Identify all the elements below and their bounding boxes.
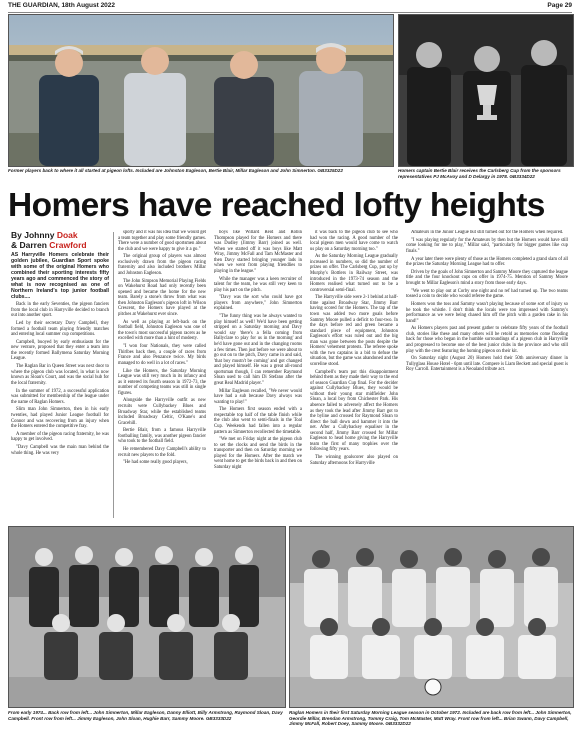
paragraph: Campbell's team put this disappointment behind them as they made their way to the end of season Guardian Cup final. For the decider against Cullybackey Blues, they would be without their young star midfielder John Sloan, a local boy from Chichester Park. His absence failed to adversely affect the Homers as they took the lead after Jimmy Barr got to the byline and crossed for Raymond Sloan to direct the ball down and hammer it into the net. After a Cullybackey equaliser in the second half, Jimmy Barr crossed for Millar Eagleson to head home giving the Harryville team the first of many trophies over the following fifty years. [310, 369, 398, 453]
paragraph: Back in the early Seventies, the pigeon fanciers from the local club in Harryville decided to branch out into another sport. [11, 302, 109, 319]
paragraph: Bertie Blair, from a famous Harryville footballing family, was another pigeon fancier who took to the football field. [118, 428, 206, 445]
paragraph: A year later there were plenty of those as the Homers completed a grand slam of all the prizes the Saturday Morning League had to offer. [406, 256, 568, 268]
paragraph: boys like Willard Reid and Robin Thompson played for the Homers and there was Dudley (Jimmy Barr) joined as well. When we started off it was boys like Matt Wray, Jimmy McFall and Tam McMaster and then Davy started bringing younger lads in when we went from playing friendlies to playing in the league." [214, 230, 302, 274]
paragraph: it was back to the pigeon club to see who had won the racing. A good number of the local pigeon men would have come to watch us play on a Saturday morning too." [310, 230, 398, 252]
photo-cup-presentation [398, 14, 574, 167]
paragraph: Driven by the goals of John Simnerton and Sammy Moore they captured the league title and the four knockout cups on offer in 1974-75. Mention of Sammy Moore brought to Millar Eagleson's mind a story from those early days. [406, 269, 568, 286]
paragraph: The Raglan Bar in Queen Street was next door to where the pigeon club was located, in what is now known as Sloan's Court, and was the social hub for the local fraternity. [11, 364, 109, 386]
paragraph: He remembered Davy Campbell's ability to recruit new players to the fold. [118, 447, 206, 458]
paragraph: "I was playing regularly for the Amateurs by then but the Homers would have still come looking for me to play," Millar said, "particularly for bigger games like cup finals." [406, 237, 568, 254]
article-column-4 [310, 230, 398, 520]
paragraph: On Saturday night (August 20) Homers hold their 50th anniversary dinner in Tullyglass House Hotel - 6pm until late. Compere is Liam Beckett and special guest is Roy Carroll. Entertainment is a Neoaland tribute act. [406, 356, 568, 373]
paragraph: "We went to play out at Corby one night and no ref had turned up. The two teams tossed a coin to decide who would referee the game. [406, 288, 568, 300]
paragraph: The original group of players was almost exclusively drawn from the pigeon racing fraternity and also included brothers Millar and Johnston Eagleson. [118, 254, 206, 277]
masthead-page-number: Page 29 [547, 2, 572, 9]
paragraph: Campbell, buoyed by early enthusiasm for the new venture, proposed that they enter a team into the recently formed Ballymena Saturday Morning League. [11, 339, 109, 362]
paragraph: "Davy was the sort who could have got players from anywhere," John Simnerton explained. [214, 295, 302, 312]
article-column-3 [214, 230, 302, 520]
paragraph: Amateurs in the Junior League but still turned out for the Homers when required. [411, 230, 564, 235]
byline-author2: Crawford [49, 240, 87, 250]
column-divider [113, 232, 114, 518]
paragraph: "He had some really good players, [123, 460, 188, 466]
paragraph: "I won four Nationals, they were called Thirlbes back then, a couple of races from France and also Penzance twice. My birds managed to do well in a lot of races." [118, 344, 206, 366]
article-lead: AS Harryville Homers celebrate their golden jubilee, Guardian Sport spoke with some of the original Homers who combined their sporting interests fifty years ago and commenced the story of what is now recognised as one of Northern Ireland's top junior football clubs.... [11, 252, 109, 300]
paragraph: "Davy Campbell was the main man behind the whole thing. He was very [11, 445, 109, 456]
caption-bottom-right: Raglan Homers in their first Saturday Morning League season in October 1972. Included are back row from left... John Simnerton, Geordie Millar, Brendan Armstrong, Tommy Craig, Tom McMaster, Matt Wray. Front row from left... Brian Swann, Davy Campbell, Jimmy McFall, Robert Doey, Sammy Moore. GB3332D22 [289, 710, 572, 727]
byline [11, 230, 123, 250]
photo-team-1972 [289, 526, 574, 708]
paragraph: The Homers first season ended with a respectable top half of the table finish while the club also went to semi-finals in the Toal Cup. Weekends had fallen into a regular pattern as Simnerton recollected the timetable. [214, 407, 302, 435]
paragraph: Slim man John Simnerton, then in his early twenties, had played Junior League football for Connor and was recovering from an injury when the Homers entered the competitive fray. [11, 407, 109, 430]
paragraph: As the Saturday Morning League gradually increased in numbers, so did the number of prizes on offer. The Carlsberg Cup, put up by Murphy's Bottlers in Railway Street, was introduced in the 1973-74 season and the Homers realised what turned out to be a controversial semi-final. [310, 254, 398, 293]
article-column-2 [118, 230, 206, 520]
paragraph: Led by their secretary Davy Campbell, they formed a football team playing friendly matches and entering local summer cup competitions. [11, 321, 109, 338]
caption-top-left: Former players back to where it all started at pigeon lofts. Included are Johnston Eagleson, Bertie Blair, Millar Eagleson and John Simnerton. GB3325D22 [8, 168, 343, 173]
caption-top-right: Homers captain Bertie Blair receives the Carlsberg Cup from the sponsors representatives PJ McAvoy and D Delargy in 1978. GB3334D22 [398, 168, 561, 179]
byline-author1: Doak [56, 230, 78, 240]
paragraph: In the summer of 1972, a successful application was submitted for membership of the league under the name of Raglan Homers. [11, 388, 109, 405]
paragraph: sporty and it was his idea that we would get a team together and play some friendly games. There were a number of good sportsmen about the club and we were happy to give it a go." [118, 230, 206, 252]
article-column-5 [406, 230, 568, 520]
paragraph: While the manager was a keen recruiter of talent for the team, he was still very keen to play his part on the pitch. [214, 276, 302, 293]
byline-by: By Johnny [11, 230, 55, 240]
byline-amp: & Darren [11, 240, 47, 250]
masthead-paper-date: THE GUARDIAN, 18th August 2022 [8, 2, 116, 9]
paragraph: As Homers players past and present gather to celebrate fifty years of the football club, stories like these and many others will be retold as memories come flooding back for those who began in the humble surroundings of a pigeon club in Harryville and progressed to become one of the best junior clubs in the province and who still play with the crest featuring the homing pigeon on their kit. [406, 326, 568, 354]
paragraph: Like the Homers, the Saturday Morning League was still very much in its infancy and as it entered its fourth season in 1972-73, the number of competing teams was still in single figures. [118, 368, 206, 396]
paragraph: A member of the pigeon racing fraternity, he was happy to get involved. [11, 431, 109, 443]
article-column-1 [11, 252, 109, 520]
paragraph: "We met on Friday night at the pigeon club to set the clocks and send the birds in the transporter and then on Saturday morning we played for the Homers. After the match we went home to get the birds back in and then on Saturday night [214, 437, 302, 470]
paragraph: The winning goalscorer also played on Saturday afternoons for Harryville [310, 455, 398, 466]
paragraph: Alongside the Harryville outfit as new recruits were Cullybackey Blues and Broadway Star, while the established teams included Broadway Celtic, O'Kane's and Gracehill. [118, 398, 206, 426]
headline: Homers have reached lofty heights [8, 187, 545, 224]
photo-team-1974 [8, 526, 286, 708]
paragraph: "The funny thing was he always wanted to play himself as well! We'd have been getting stripped on a Saturday morning and Davy would say 'there's a fella coming from Ballyclare to play for us in the morning' and he'd have gone out and in the changing rooms a few times. Then just before we were about to go out on to the pitch, Davy came in and said, 'that boy mustn't be coming' and got changed and played himself. He was a great all-round sportsman though, I can remember Raymond Sloan used to call him Di Stefano after the great Real Madrid player." [214, 314, 302, 386]
paragraph: The Harryville side were 2-1 behind at half-time against Broadway Star, Jimmy Barr having scored for the Homers. The tap of the town was added two more goals before Sammy Moore pulled a deficit to four-two. In the days before red and green became a standard piece of equipment, Johnston Eagleson's effort was ruled out and the big man was gone between the posts despite the Homers' vehement protests. The referee spoke with the two captains in a bid to defuse the situation, but the game was abandoned and the scoreline stood. [310, 295, 398, 367]
masthead [8, 2, 572, 13]
photo-former-players [8, 14, 394, 167]
paragraph: Homers won the toss and Sammy wasn't playing because of some sort of injury so he took the whistle. I don't think the locals were too impressed with Sammy's performance as we were being chased him off the pitch with a garden rake in his hand!" [406, 301, 568, 324]
paragraph: The John Simpson Memorial Playing Fields on Wakehurst Road had only recently been opened and became the home for the new team. Barely a stone's throw from what was then Johnston Eagleson's pigeon loft in Wilson Crescent, the Homers have played at the pitches at Wakehurst ever since. [118, 278, 206, 318]
paragraph: As well as playing at left-back on the football field, Johnston Eagleson was one of the town's most successful pigeon racers as he excelled with more than a hint of modesty. [118, 319, 206, 342]
caption-bottom-left: From early 1974... Back row from left... John Simnerton, Millar Eagleson, Danny Elliott, Billy Armstrong, Raymond Sloan, Davy Campbell. Front row from left... Jimmy Eagleson, John Sloan, Hughie Barr, Sammy Moore. GB3333D22 [8, 710, 283, 721]
paragraph: Millar Eagleson recalled, "We never would have had a sub because Davy always was wanting to play!" [214, 388, 302, 405]
